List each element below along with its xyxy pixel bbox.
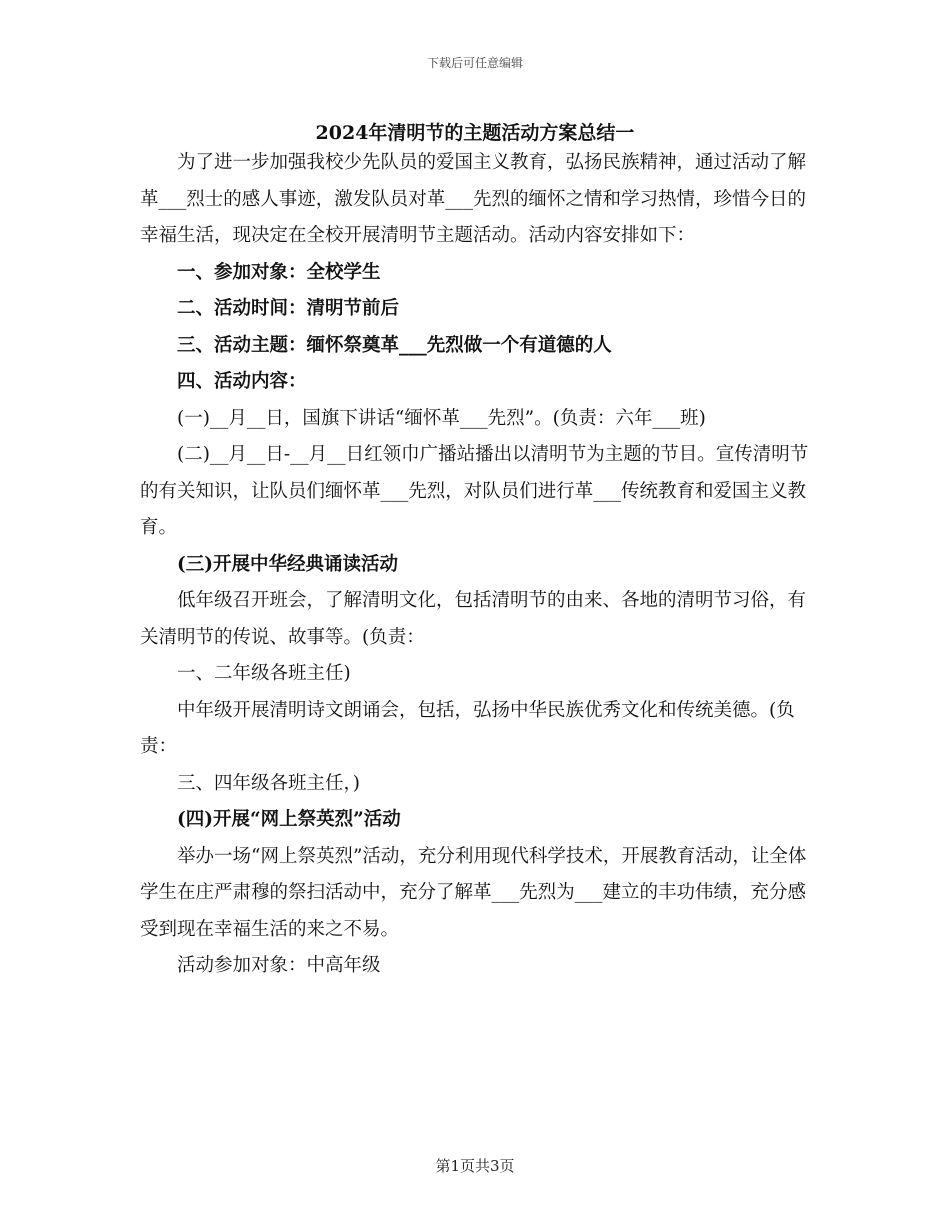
section-theme: 三、活动主题：缅怀祭奠革___先烈做一个有道德的人 (177, 334, 612, 356)
content-item-1: (一)__月__日，国旗下讲话“缅怀革___先烈”。(负责：六年___班) (177, 407, 706, 429)
header-note: 下载后可任意编辑 (426, 56, 523, 70)
content-item-4-description: 举办一场“网上祭英烈”活动，充分利用现代科学技术，开展教育活动，让全体学生在庄严肃穆的祭扫活动中，充分了解革___先烈为___建立的丰功伟绩，充分感受到现在幸福生活的来之不易。 (140, 845, 807, 940)
intro-paragraph: 为了进一步加强我校少先队员的爱国主义教育，弘扬民族精神，通过活动了解革___烈士的感人事迹，激发队员对革___先烈的缅怀之情和学习热情，珍惜今日的幸福生活，现决定在全校开展清明节主题活动。活动内容安排如下： (140, 152, 807, 246)
section-participants: 一、参加对象：全校学生 (177, 261, 381, 283)
content-item-4-heading: (四)开展“网上祭英烈”活动 (177, 809, 401, 830)
document-body (140, 145, 810, 985)
content-item-3-middle-grades-owner: 三、四年级各班主任，) (177, 772, 360, 794)
content-item-3-lower-grades: 低年级召开班会，了解清明文化，包括清明节的由来、各地的清明节习俗，有关清明节的传说、故事等。(负责： (140, 590, 807, 648)
content-item-3-heading: (三)开展中华经典诵读活动 (177, 553, 399, 575)
content-item-3-lower-grades-owner: 一、二年级各班主任) (177, 663, 351, 684)
document-title: 2024年清明节的主题活动方案总结一 (315, 122, 635, 144)
page-number: 第1页共3页 (435, 1157, 515, 1175)
content-item-4-participants: 活动参加对象：中高年级 (177, 955, 381, 976)
content-item-3-middle-grades: 中年级开展清明诗文朗诵会，包括，弘扬中华民族优秀文化和传统美德。(负责： (140, 699, 795, 757)
section-time: 二、活动时间：清明节前后 (177, 298, 400, 319)
section-content-heading: 四、活动内容： (177, 371, 307, 392)
content-item-2: (二)__月__日-__月__日红领巾广播站播出以清明节为主题的节目。宣传清明节的有关知识，让队员们缅怀革___先烈，对队员们进行革___传统教育和爱国主义教育。 (140, 444, 809, 538)
